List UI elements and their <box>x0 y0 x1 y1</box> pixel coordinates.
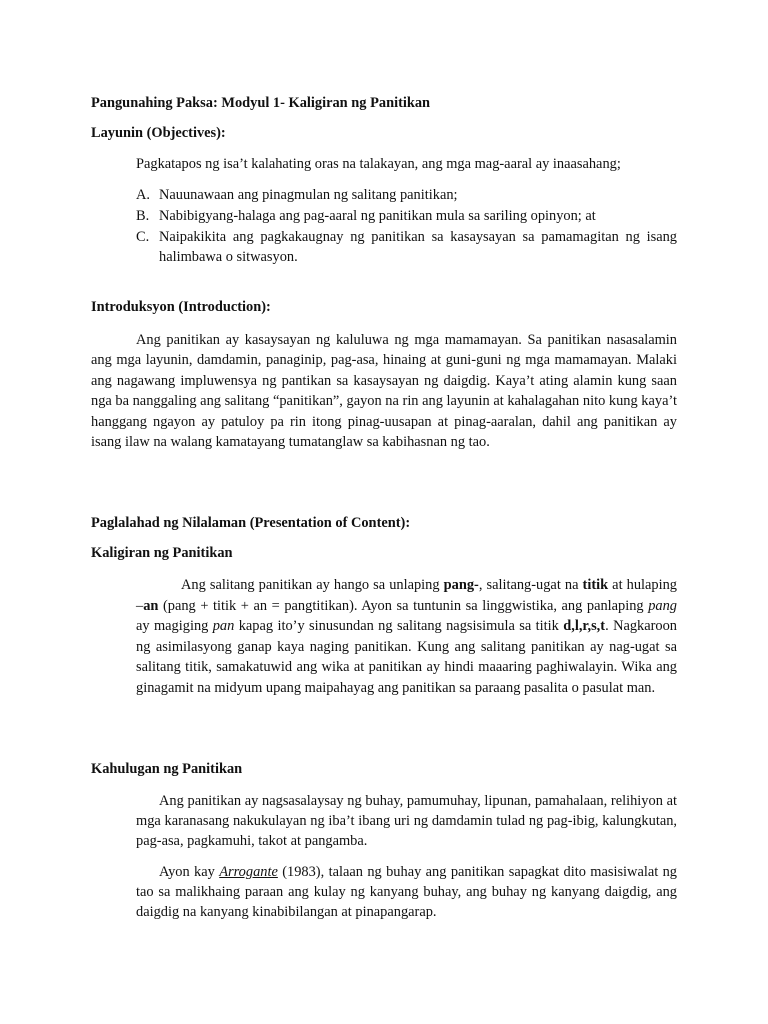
objective-item <box>136 227 677 267</box>
objective-item <box>136 206 677 226</box>
kahulugan-paragraph-1: Ang panitikan ay nagsasalaysay ng buhay, pamumuhay, lipunan, pamahalaan, relihiyon at mga karanasang nakukulayan ng iba’t ibang uri ng damdamin tulad ng pag-ibig, kalungkutan, pag-asa, pagkamuhi, takot at pangamba. <box>136 793 677 849</box>
objectives-intro: Pagkatapos ng isa’t kalahating oras na talakayan, ang mga mag-aaral ay inaasahang; <box>136 156 621 172</box>
affix-pang: pang- <box>443 577 479 593</box>
objective-text: Nauunawaan ang pinagmulan ng salitang panitikan; <box>159 187 458 203</box>
kaligiran-subheading: Kaligiran ng Panitikan <box>91 545 233 561</box>
term-pan: pan <box>212 618 235 634</box>
suffix-an: an <box>143 597 159 614</box>
objective-text: Naipakikita ang pagkakaugnay ng panitikan sa kasaysayan sa pamamagitan ng isang halimbawa o sitwasyon. <box>159 229 677 265</box>
introduction-paragraph: Ang panitikan ay kasaysayan ng kaluluwa ng mga mamamayan. Sa panitikan nasasalamin ang mga layunin, damdamin, panaginip, pag-asa, hinaing at guni-guni ng mga mamamayan. Malaki ang nagawang impluwensya ng pantikan sa kasaysayan ng daigdig. Kaya’t ating alamin kung saan nga ba nanggaling ang salitang “panitikan”, gayon na rin ang layunin at kahalagahan nito kung kaya’t hanggang ngayon ay patuloy pa rin itong pinag-uusapan at pinag-aaralan, dahil ang panitikan ay isang ilaw na walang kamatayang tumatanglaw sa kabihasnan ng tao. <box>91 332 677 451</box>
content-heading: Paglalahad ng Nilalaman (Presentation of Content): <box>91 515 411 531</box>
author-arrogante: Arrogante <box>219 864 278 880</box>
introduction-heading: Introduksyon (Introduction): <box>91 299 271 315</box>
objective-marker: A. <box>136 187 150 203</box>
objective-item <box>136 185 677 205</box>
objective-marker: C. <box>136 229 150 245</box>
letters-dlrst: d,l,r,s,t <box>563 618 606 634</box>
root-titik: titik <box>582 577 609 593</box>
main-topic-heading: Pangunahing Paksa: Modyul 1- Kaligiran ng Panitikan <box>91 95 431 111</box>
objective-text: Nabibigyang-halaga ang pag-aaral ng panitikan mula sa sariling opinyon; at <box>159 208 596 224</box>
objective-marker: B. <box>136 208 150 224</box>
kahulugan-heading: Kahulugan ng Panitikan <box>91 761 243 777</box>
objectives-heading: Layunin (Objectives): <box>91 125 226 141</box>
term-pang: pang <box>648 597 677 614</box>
kahulugan-paragraph-2: Ayon kay Arrogante (1983), talaan ng buhay ang panitikan sapagkat dito masisiwalat ng tao sa malikhaing paraan ang kulay ng kanyang buhay, ang buhay ng kanyang daigdig, ang daigdig na kanyang kinabibilangan at pinapangarap. <box>136 864 677 920</box>
kaligiran-paragraph: Ang salitang panitikan ay hango sa unlaping pang-, salitang-ugat na titik at hulaping –an (pang + titik + an = pangtitikan). Ayon sa tuntunin sa linggwistika, ang panlaping pang ay magiging pan kapag ito’y sinusundan ng salitang nagsisimula sa titik d,l,r,s,t. Nagkaroon ng asimilasyong ganap kaya naging panitikan. Kung ang salitang panitikan ay nag-ugat sa salitang titik, samakatuwid ang wika at panitikan ay hindi maaaring paghiwalayin. Wika ang ginagamit na midyum upang maipahayag ang panitikan sa paraang pasalita o pasulat man. <box>136 577 678 696</box>
